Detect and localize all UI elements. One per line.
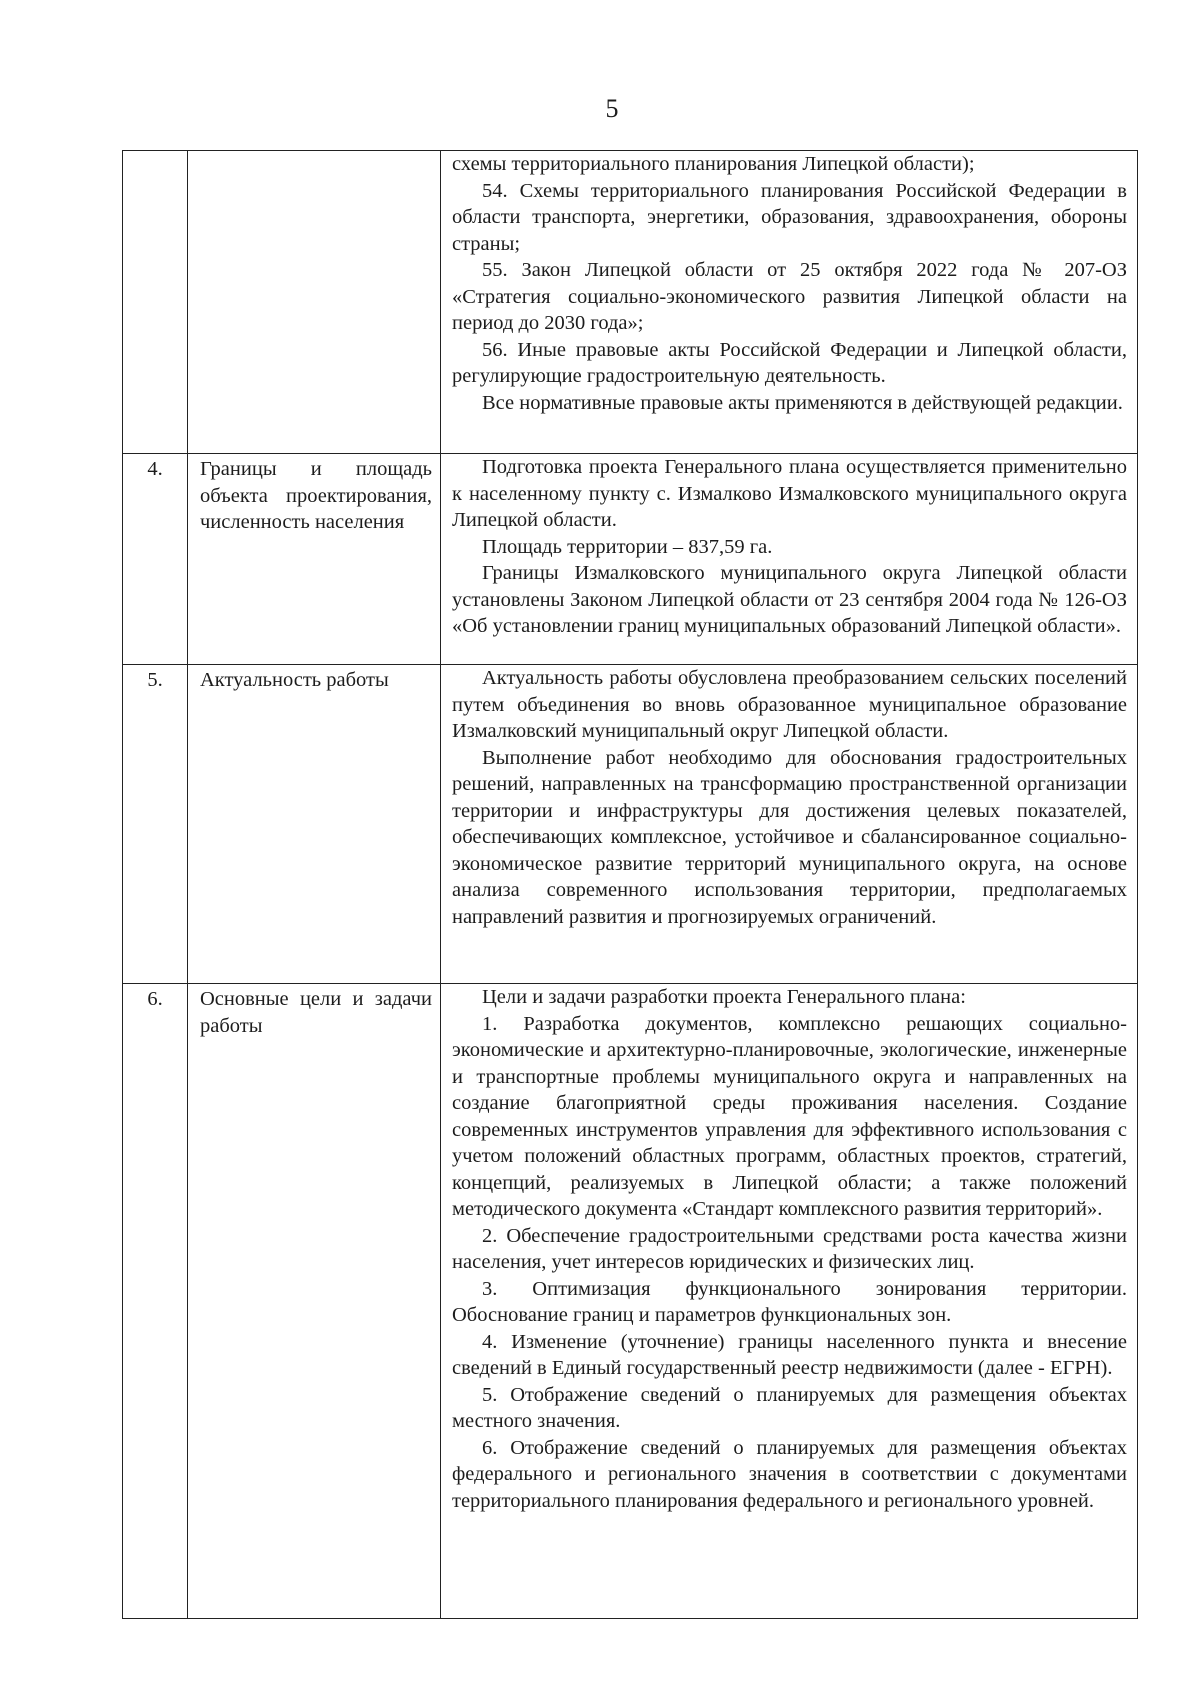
- paragraph: 5. Отображение сведений о планируемых для размещения объектах местного значения.: [452, 1383, 1127, 1432]
- row-title-cell: [188, 454, 441, 665]
- row-title: Основные цели и задачи работы: [200, 988, 432, 1037]
- page-number: 5: [605, 94, 619, 123]
- row-content-cell: [441, 151, 1138, 454]
- paragraph: схемы территориального планирования Липецкой области);: [452, 153, 975, 175]
- paragraph: 6. Отображение сведений о планируемых для размещения объектах федерального и регионального значения в соответствии с документами территориального планирования федерального и регионального уровней.: [452, 1436, 1127, 1512]
- row-title-cell: [188, 151, 441, 454]
- paragraph: 55. Закон Липецкой области от 25 октября 2022 года № 207-ОЗ «Стратегия социально-экономического развития Липецкой области на период до 2030 года»;: [452, 259, 1127, 334]
- row-number: 5.: [147, 669, 163, 691]
- row-number-cell: [123, 665, 188, 984]
- paragraph: Подготовка проекта Генерального плана осуществляется применительно к населенному пункту с. Измалково Измалковского муниципального округа Липецкой области.: [452, 456, 1127, 531]
- row-number-cell: [123, 151, 188, 454]
- row-number: [123, 151, 187, 153]
- row-number-cell: [123, 984, 188, 1619]
- paragraph: Границы Измалковского муниципального округа Липецкой области установлены Законом Липецкой области от 23 сентября 2004 года № 126-ОЗ «Об установлении границ муниципальных образований Липецкой области».: [452, 562, 1127, 637]
- row-title: Границы и площадь объекта проектирования, численность населения: [200, 458, 432, 533]
- row-content-cell: [441, 665, 1138, 984]
- row-number: 4.: [147, 458, 163, 480]
- requirements-table: [122, 150, 1138, 1619]
- row-title: Актуальность работы: [200, 669, 389, 691]
- paragraph: 2. Обеспечение градостроительными средствами роста качества жизни населения, учет интересов юридических и физических лиц.: [452, 1224, 1127, 1273]
- row-title-cell: [188, 984, 441, 1619]
- row-title-cell: [188, 665, 441, 984]
- paragraph: 56. Иные правовые акты Российской Федерации и Липецкой области, регулирующие градостроительную деятельность.: [452, 338, 1127, 387]
- paragraph: 1. Разработка документов, комплексно решающих социально-экономические и архитектурно-планировочные, экологические, инженерные и транспортные проблемы муниципального округа и направленных на создание благоприятной среды проживания населения. Создание современных инструментов управления для эффективного использования с учетом положений областных программ, областных проектов, стратегий, концепций, реализуемых в Липецкой области; а также положений методического документа «Стандарт комплексного развития территорий».: [452, 1012, 1127, 1220]
- paragraph: 54. Схемы территориального планирования Российской Федерации в области транспорта, энергетики, образования, здравоохранения, обороны страны;: [452, 179, 1127, 255]
- paragraph: Выполнение работ необходимо для обоснования градостроительных решений, направленных на трансформацию пространственной организации территории и инфраструктуры для достижения целевых показателей, обеспечивающих комплексное, устойчивое и сбалансированное социально-экономическое развитие территорий муниципального округа, на основе анализа современного использования территории, предполагаемых направлений развития и прогнозируемых ограничений.: [452, 746, 1127, 928]
- paragraph: Актуальность работы обусловлена преобразованием сельских поселений путем объединения во вновь образованное муниципальное образование Измалковский муниципальный округ Липецкой области.: [452, 667, 1127, 742]
- paragraph: 3. Оптимизация функционального зонирования территории. Обоснование границ и параметров функциональных зон.: [452, 1277, 1127, 1326]
- table-row: [123, 984, 1138, 1619]
- paragraph: Площадь территории – 837,59 га.: [482, 535, 773, 558]
- row-number-cell: [123, 454, 188, 665]
- table-row: [123, 665, 1138, 984]
- table-row: [123, 151, 1138, 454]
- paragraph: Все нормативные правовые акты применяются в действующей редакции.: [482, 391, 1123, 414]
- paragraph: 4. Изменение (уточнение) границы населенного пункта и внесение сведений в Единый государственный реестр недвижимости (далее - ЕГРН).: [452, 1330, 1127, 1379]
- paragraph: Цели и задачи разработки проекта Генерального плана:: [482, 986, 966, 1008]
- row-content-cell: [441, 454, 1138, 665]
- table-row: [123, 454, 1138, 665]
- row-number: 6.: [147, 988, 163, 1010]
- row-content-cell: [441, 984, 1138, 1619]
